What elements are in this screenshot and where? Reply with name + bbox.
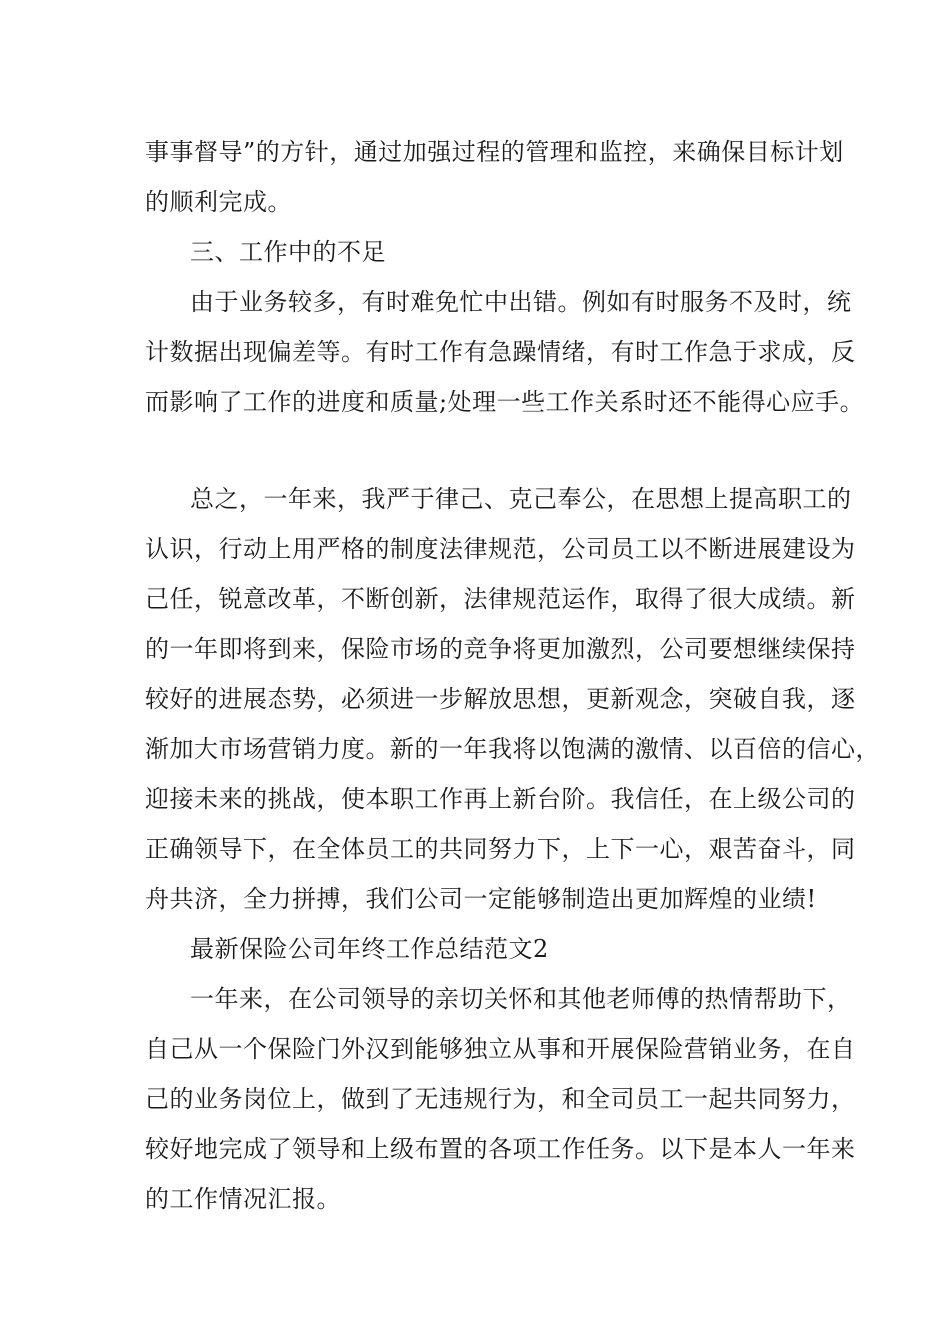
text-line: 己的业务岗位上，做到了无违规行为，和全司员工一起共同努力， [145, 1085, 856, 1113]
text-line: 正确领导下，在全体员工的共同努力下，上下一心，艰苦奋斗，同 [145, 835, 856, 863]
text-line: 由于业务较多，有时难免忙中出错。例如有时服务不及时，统 [190, 288, 852, 316]
text-line: 的工作情况汇报。 [145, 1185, 341, 1213]
text-line: 总之，一年来，我严于律己、克己奉公，在思想上提高职工的 [190, 485, 852, 513]
text-line: 的顺利完成。 [145, 188, 292, 216]
article-title: 最新保险公司年终工作总结范文2 [190, 935, 549, 963]
text-line: 而影响了工作的进度和质量;处理一些工作关系时还不能得心应手。 [145, 388, 865, 416]
text-line: 计数据出现偏差等。有时工作有急躁情绪，有时工作急于求成，反 [145, 338, 856, 366]
text-line: 一年来，在公司领导的亲切关怀和其他老师傅的热情帮助下， [190, 985, 852, 1013]
text-line: 渐加大市场营销力度。新的一年我将以饱满的激情、以百倍的信心， [145, 735, 880, 763]
text-line: 事事督导”的方针，通过加强过程的管理和监控，来确保目标计划 [145, 138, 844, 166]
text-line: 舟共济，全力拼搏，我们公司一定能够制造出更加辉煌的业绩! [145, 885, 817, 913]
text-line: 较好地完成了领导和上级布置的各项工作任务。以下是本人一年来 [145, 1135, 856, 1163]
text-line: 己任，锐意改革，不断创新，法律规范运作，取得了很大成绩。新 [145, 585, 856, 613]
text-line: 的一年即将到来，保险市场的竞争将更加激烈，公司要想继续保持 [145, 635, 856, 663]
text-line: 较好的进展态势，必须进一步解放思想，更新观念，突破自我，逐 [145, 685, 856, 713]
section-heading: 三、工作中的不足 [190, 238, 386, 266]
text-line: 迎接未来的挑战，使本职工作再上新台阶。我信任，在上级公司的 [145, 785, 856, 813]
text-line: 认识，行动上用严格的制度法律规范，公司员工以不断进展建设为 [145, 535, 856, 563]
text-line: 自己从一个保险门外汉到能够独立从事和开展保险营销业务，在自 [145, 1035, 856, 1063]
